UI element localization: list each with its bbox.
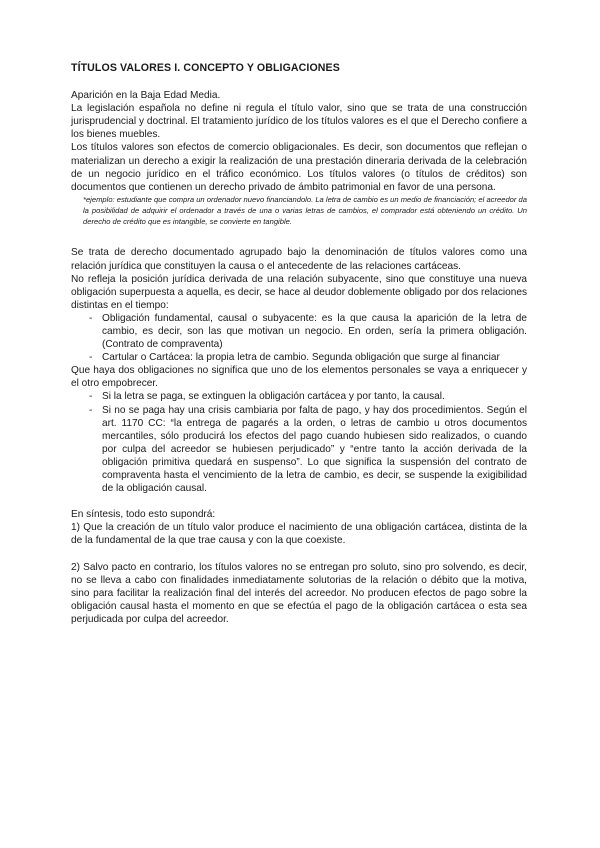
summary-point-2: 2) Salvo pacto en contrario, los títulos valores no se entregan pro soluto, sino pro solvendo, es decir, no se lleva a cabo con finalidades inmediatamente solutorias de la relación o débito que la motiva, sino para facilitar la realización final del interés del acreedor. No producen efectos de pago sobre la obligación causal hasta el momento en que se efectúa el pago de la obligación cartácea o esta sea perjudicada por culpa del acreedor. [71,561,527,625]
example-note: *ejemplo: estudiante que compra un ordenador nuevo financiandolo. La letra de cambio es un medio de financiación; el acreedor da la posibilidad de adquirir el ordenador a través de una o varias letras de cambios, el comprador está obteniendo un crédito. Un derecho de crédito que es intangible, se convierte en tangible. [83,194,527,227]
relations-list [71,312,527,364]
document-page [71,62,527,626]
enrichment-list [71,390,527,495]
enrichment-paragraph: Que haya dos obligaciones no significa que uno de los elementos personales se vaya a enriquecer y el otro empobrecer. [71,365,527,390]
list-item: - Si no se paga hay una crisis cambiaria por falta de pago, y hay dos procedimientos. Según el art. 1170 CC: “la entrega de pagarés a la orden, o letras de cambio u otros documentos mercantiles, sólo producirá los efectos del pago cuando hubiesen sido realizados, o cuando por culpa del acreedor se hubiesen perjudicado” y “entre tanto la acción derivada de la obligación primitiva quedará en suspenso”. Lo que significa la suspensión del contrato de compraventa hasta el vencimiento de la letra de cambio, es decir, se suspende la exigibilidad de la obligación causal. [71,404,527,496]
summary-intro: En síntesis, todo esto supondrá: [71,509,216,521]
list-item: - Cartular o Cartácea: la propia letra de cambio. Segunda obligación que surge al financiar [71,351,527,364]
list-item: - Si la letra se paga, se extinguen la obligación cartácea y por tanto, la causal. [71,390,527,403]
spacer [71,495,527,508]
spacer [71,227,527,246]
intro-legislation: La legislación española no define ni regula el título valor, sino que se trata de una construcción jurisprudencial y doctrinal. El tratamiento jurídico de los títulos valores es el que el Derecho confiere a los bienes muebles. [71,103,527,141]
summary-point-1: 1) Que la creación de un título valor produce el nacimiento de una obligación cartácea, distinta de la de la fundamental de la que trae causa y con la que coexiste. [71,522,527,547]
page-title: TÍTULOS VALORES I. CONCEPTO Y OBLIGACIONES [71,62,340,74]
intro-origin: Aparición en la Baja Edad Media. [71,90,221,102]
intro-definition: Los títulos valores son efectos de comercio obligacionales. Es decir, son documentos que reflejan o materializan un derecho a exigir la realización de una prestación dineraria derivada de la celebración de un negocio jurídico en el tráfico económico. Los títulos valores (o títulos de créditos) son documentos que contienen un derecho privado de ámbito patrimonial en favor de una persona. [71,142,527,193]
relations-paragraph-2: No refleja la posición jurídica derivada de una relación subyacente, sino que constituye una nueva obligación superpuesta a aquella, es decir, se hace al deudor doblemente obligado por dos relaciones distintas en el tiempo: [71,273,527,311]
spacer [71,548,527,561]
relations-paragraph-1: Se trata de derecho documentado agrupado bajo la denominación de títulos valores como una relación jurídica que constituyen la causa o el antecedente de las relaciones cartáceas. [71,247,527,272]
list-item: - Obligación fundamental, causal o subyacente: es la que causa la aparición de la letra de cambio, es decir, son las que motivan un negocio. En orden, sería la primera obligación. (Contrato de compraventa) [71,312,527,351]
